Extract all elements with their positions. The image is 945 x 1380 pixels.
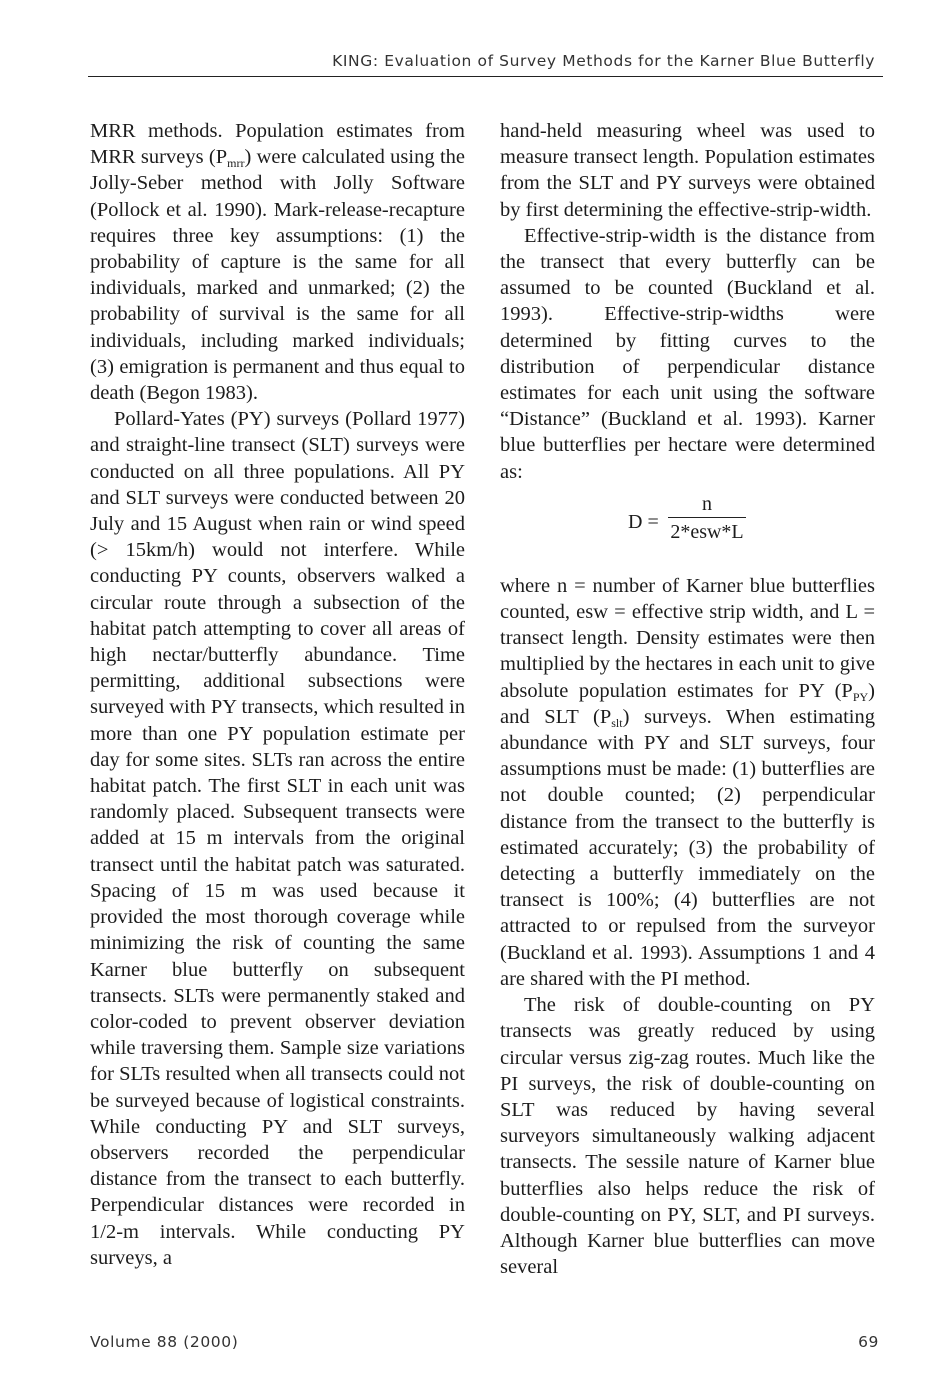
formula-denominator: 2*esw*L	[670, 520, 744, 543]
right-column	[500, 118, 875, 1280]
right-paragraph-2: Effective-strip-width is the distance from the transect that every butterfly can be assumed to be counted (Buckland et al. 1993). Effective-strip-widths were determined by fitting curves to the distribution of perpendicular distance estimates for each unit using the software “Distance” (Buckland et al. 1993). Karner blue butterflies per hectare were determined as:	[500, 224, 875, 483]
formula-numerator: n	[702, 492, 712, 515]
right-p3-subscript-slt: slt	[611, 715, 623, 730]
formula-fraction-bar	[668, 517, 746, 518]
left-p1-text-a: MRR methods. Population estimates from MRR surveys (P	[90, 120, 465, 169]
right-p3-text-b: ) and SLT (P	[500, 679, 875, 728]
footer-volume: Volume 88 (2000)	[90, 1333, 239, 1351]
formula-lhs: D =	[628, 510, 659, 533]
header-rule	[88, 76, 883, 77]
right-paragraph-1: hand-held measuring wheel was used to measure transect length. Population estimates from the SLT and PY surveys were obtained by first determining the effective-strip-width.	[500, 120, 875, 221]
right-paragraph-4: The risk of double-counting on PY transects was greatly reduced by using circular versus zig-zag routes. Much like the PI surveys, the risk of double-counting on SLT was reduced by having several surveyors simultaneously walking adjacent transects. The sessile nature of Karner blue butterflies also helps reduce the risk of double-counting on PY, SLT, and PI surveys. Although Karner blue butterflies can move several	[500, 994, 875, 1279]
formula-fraction	[668, 493, 746, 543]
running-head: KING: Evaluation of Survey Methods for the Karner Blue Butterfly	[332, 52, 875, 70]
right-p3-text-c: ) surveys. When estimating abundance with PY and SLT surveys, four assumptions must be made: (1) butterflies are not double counted; (2) perpendicular distance from the transect to the butterfly is estimated accurately; (3) the probability of detecting a butterfly immediately on the transect is 100%; (4) butterflies are not attracted to or repulsed from the surveyor (Buckland et al. 1993). Assumptions 1 and 4 are shared with the PI method.	[500, 705, 875, 990]
left-paragraph-1	[90, 118, 465, 406]
right-p3-text-a: where n = number of Karner blue butterflies counted, esw = effective strip width, and L = transect length. Density estimates were then multiplied by the hectares in each unit to give absolute population estimates for PY (P	[500, 574, 875, 702]
density-formula	[500, 485, 875, 573]
left-p1-text-b: ) were calculated using the Jolly-Seber method with Jolly Software (Pollock et al. 1990). Mark-release-recapture requires three key assumptions: (1) the probability of capture is the same for all individuals, marked and unmarked; (2) the probability of survival is the same for all individuals, including marked individuals; (3) emigration is permanent and thus equal to death (Begon 1983).	[90, 146, 465, 405]
left-column	[90, 118, 465, 1271]
footer-page-number: 69	[858, 1333, 879, 1351]
left-paragraph-2: Pollard-Yates (PY) surveys (Pollard 1977) and straight-line transect (SLT) surveys were conducted on all three populations. All PY and SLT surveys were conducted between 20 July and 15 August when rain or wind speed (> 15km/h) would not interfere. While conducting PY counts, observers walked a circular route through a subsection of the habitat patch attempting to cover all areas of high nectar/butterfly abundance. Time permitting, additional subsections were surveyed with PY transects, which resulted in more than one PY population estimate per day for some sites. SLTs ran across the entire habitat patch. The first SLT in each unit was randomly placed. Subsequent transects were added at 15 m intervals from the original transect until the habitat patch was saturated. Spacing of 15 m was used because it provided the most thorough coverage while minimizing the risk of counting the same Karner blue butterfly on subsequent transects. SLTs were permanently staked and color-coded to prevent observer deviation while traversing them. Sample size variations for SLTs resulted when all transects could not be surveyed because of logistical constraints. While conducting PY and SLT surveys, observers recorded the perpendicular distance from the transect to each butterfly. Perpendicular distances were recorded in 1/2-m intervals. While conducting PY surveys, a	[90, 408, 465, 1269]
right-paragraph-3	[500, 573, 875, 992]
right-p3-subscript-py: PY	[852, 689, 869, 704]
left-p1-subscript: mrr	[227, 156, 245, 171]
